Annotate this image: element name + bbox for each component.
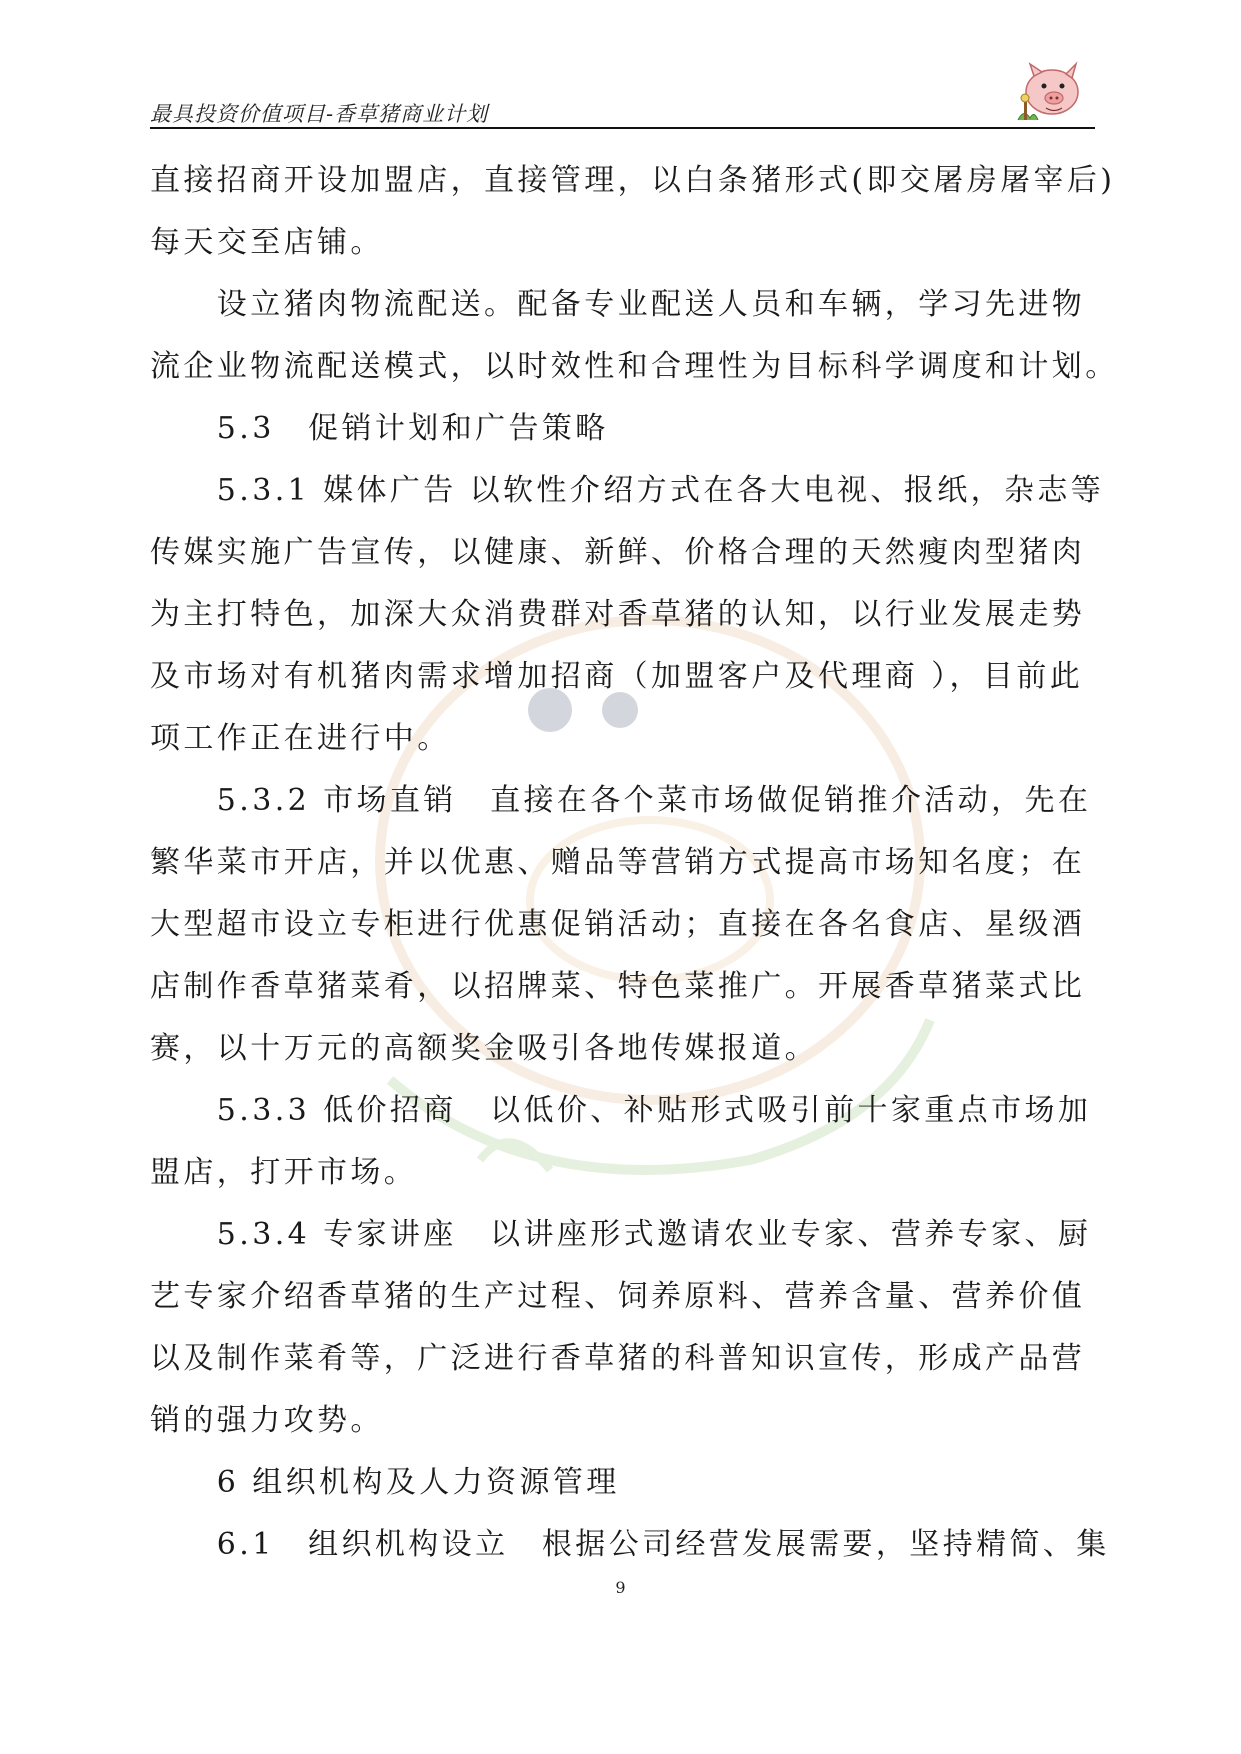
header-title: 最具投资价值项目-香草猪商业计划	[150, 102, 489, 126]
text-line: 赛，以十万元的高额奖金吸引各地传媒报道。	[150, 1031, 818, 1066]
text-line: 5.3.1 媒体广告 以软性介绍方式在各大电视、报纸，杂志等	[150, 473, 1105, 508]
text-line: 直接招商开设加盟店，直接管理，以白条猪形式(即交屠房屠宰后)	[150, 163, 1116, 198]
text-line: 每天交至店铺。	[150, 225, 384, 260]
text-line: 流企业物流配送模式，以时效性和合理性为目标科学调度和计划。	[150, 349, 1119, 384]
text-line: 艺专家介绍香草猪的生产过程、饲养原料、营养含量、营养价值	[150, 1279, 1086, 1314]
text-line: 6.1 组织机构设立 根据公司经营发展需要，坚持精简、集	[150, 1527, 1110, 1562]
text-line: 以及制作菜肴等，广泛进行香草猪的科普知识宣传，形成产品营	[150, 1341, 1086, 1376]
text-line: 5.3.4 专家讲座 以讲座形式邀请农业专家、营养专家、厨	[150, 1217, 1092, 1252]
page-header	[150, 78, 1100, 128]
text-line: 5.3.2 市场直销 直接在各个菜市场做促销推介活动，先在	[150, 783, 1092, 818]
text-line: 项工作正在进行中。	[150, 721, 451, 756]
text-line: 传媒实施广告宣传，以健康、新鲜、价格合理的天然瘦肉型猪肉	[150, 535, 1086, 570]
text-line: 及市场对有机猪肉需求增加招商（加盟客户及代理商 ），目前此	[150, 659, 1084, 694]
body-text	[150, 150, 1119, 1576]
text-line: 5.3.3 低价招商 以低价、补贴形式吸引前十家重点市场加	[150, 1093, 1092, 1128]
pig-mascot-icon	[1010, 60, 1090, 130]
section-heading: 5.3 促销计划和广告策略	[150, 411, 609, 446]
header-rule	[150, 127, 1095, 129]
text-line: 为主打特色，加深大众消费群对香草猪的认知，以行业发展走势	[150, 597, 1086, 632]
text-line: 盟店，打开市场。	[150, 1155, 418, 1190]
text-line: 销的强力攻势。	[150, 1403, 384, 1438]
section-heading: 6 组织机构及人力资源管理	[150, 1465, 620, 1500]
text-line: 设立猪肉物流配送。配备专业配送人员和车辆，学习先进物	[150, 287, 1086, 322]
text-line: 大型超市设立专柜进行优惠促销活动；直接在各名食店、星级酒	[150, 907, 1086, 942]
page-number: 9	[615, 1578, 626, 1597]
text-line: 繁华菜市开店，并以优惠、赠品等营销方式提高市场知名度；在	[150, 845, 1086, 880]
text-line: 店制作香草猪菜肴，以招牌菜、特色菜推广。开展香草猪菜式比	[150, 969, 1086, 1004]
